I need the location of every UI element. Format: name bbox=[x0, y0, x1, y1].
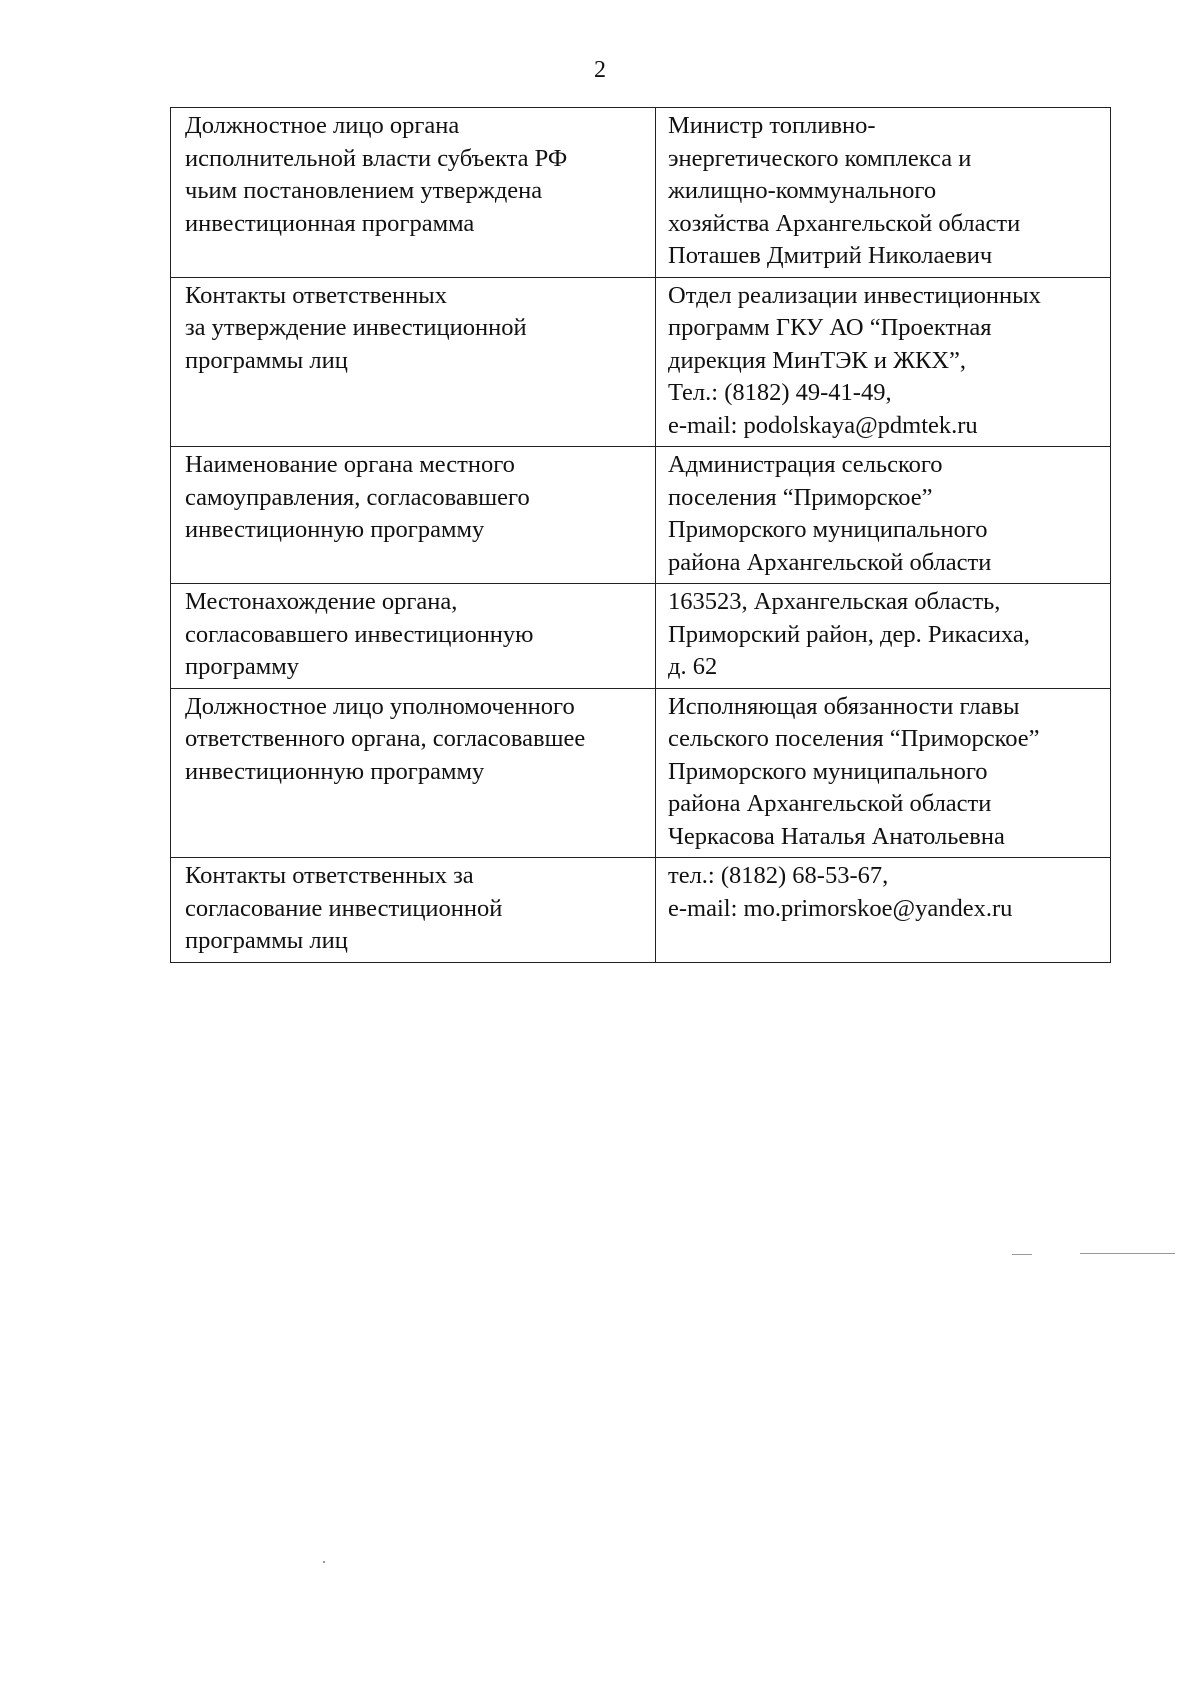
scan-dot bbox=[323, 1561, 325, 1563]
table-row bbox=[171, 447, 1111, 584]
table-row bbox=[171, 108, 1111, 278]
row-value: Министр топливно- энергетического комплекса и жилищно-коммунального хозяйства Архангельской области Поташев Дмитрий Николаевич bbox=[656, 108, 1111, 278]
table-row bbox=[171, 688, 1111, 858]
row-label: Наименование органа местного самоуправления, согласовавшего инвестиционную программу bbox=[171, 447, 656, 584]
info-table bbox=[170, 107, 1111, 963]
table-row bbox=[171, 858, 1111, 963]
row-label: Должностное лицо уполномоченного ответственного органа, согласовавшее инвестиционную программу bbox=[171, 688, 656, 858]
row-value: Отдел реализации инвестиционных программ ГКУ АО “Проектная дирекция МинТЭК и ЖКХ”, Тел.: (8182) 49-41-49, e-mail: podolskaya@pdmtek.ru bbox=[656, 277, 1111, 447]
scan-mark bbox=[1012, 1254, 1032, 1255]
row-value: тел.: (8182) 68-53-67, e-mail: mo.primorskoe@yandex.ru bbox=[656, 858, 1111, 963]
row-value: Исполняющая обязанности главы сельского поселения “Приморское” Приморского муниципального района Архангельской области Черкасова Наталья Анатольевна bbox=[656, 688, 1111, 858]
row-label: Контакты ответственных за согласование инвестиционной программы лиц bbox=[171, 858, 656, 963]
row-label: Местонахождение органа, согласовавшего инвестиционную программу bbox=[171, 584, 656, 689]
row-value: 163523, Архангельская область, Приморский район, дер. Рикасиха, д. 62 bbox=[656, 584, 1111, 689]
page-number: 2 bbox=[594, 57, 606, 83]
scan-mark bbox=[1080, 1253, 1175, 1254]
table-row bbox=[171, 584, 1111, 689]
row-label: Контакты ответственных за утверждение инвестиционной программы лиц bbox=[171, 277, 656, 447]
row-label: Должностное лицо органа исполнительной власти субъекта РФ чьим постановлением утверждена инвестиционная программа bbox=[171, 108, 656, 278]
row-value: Администрация сельского поселения “Приморское” Приморского муниципального района Архангельской области bbox=[656, 447, 1111, 584]
table-row bbox=[171, 277, 1111, 447]
